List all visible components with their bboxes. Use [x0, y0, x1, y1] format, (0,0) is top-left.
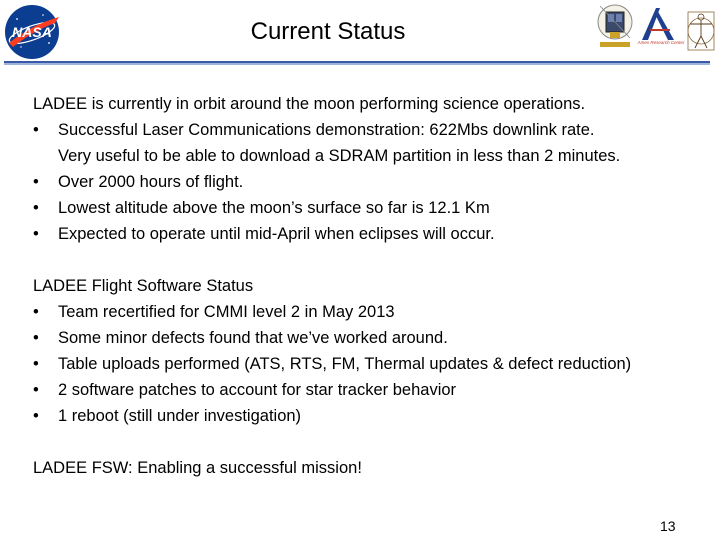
bullet-icon: • — [33, 407, 39, 425]
vitruvian-figure-logo — [686, 4, 716, 54]
bullet-icon: • — [33, 173, 39, 191]
bullet-icon: • — [33, 355, 39, 373]
page-number: 13 — [660, 518, 676, 534]
fsw-status-section — [33, 273, 703, 429]
ladee-spacecraft-logo — [596, 2, 634, 50]
list-item: • Some minor defects found that we’ve worked around. — [33, 325, 703, 351]
list-item: • 2 software patches to account for star tracker behavior — [33, 377, 703, 403]
slide-title: Current Status — [250, 18, 406, 45]
orbit-status-section — [33, 91, 703, 247]
bullet-list — [33, 117, 703, 247]
section-lead: LADEE is currently in orbit around the moon performing science operations. — [33, 95, 586, 113]
bullet-icon: • — [33, 199, 39, 217]
list-item: • 1 reboot (still under investigation) — [33, 403, 703, 429]
list-item: • Successful Laser Communications demonstration: 622Mbs downlink rate. — [33, 117, 703, 143]
slide-header — [0, 0, 720, 80]
ames-logo-tagline: Ames Research Center — [637, 40, 685, 45]
list-item-continuation: Very useful to be able to download a SDRAM partition in less than 2 minutes. — [58, 147, 621, 165]
header-divider — [4, 61, 710, 65]
bullet-icon: • — [33, 303, 39, 321]
list-item: • Lowest altitude above the moon’s surface so far is 12.1 Km — [33, 195, 703, 221]
list-item: • Table uploads performed (ATS, RTS, FM, Thermal updates & defect reduction) — [33, 351, 703, 377]
list-item: • Over 2000 hours of flight. — [33, 169, 703, 195]
closing-statement: LADEE FSW: Enabling a successful mission! — [33, 459, 362, 477]
bullet-list — [33, 299, 703, 429]
list-item: • Team recertified for CMMI level 2 in May 2013 — [33, 299, 703, 325]
list-item: • Expected to operate until mid-April when eclipses will occur. — [33, 221, 703, 247]
bullet-icon: • — [33, 381, 39, 399]
svg-text:NASA: NASA — [12, 24, 52, 40]
bullet-icon: • — [33, 225, 39, 243]
slide-body — [33, 91, 703, 481]
bullet-icon: • — [33, 121, 39, 139]
section-lead: LADEE Flight Software Status — [33, 277, 254, 295]
nasa-meatball-logo — [3, 3, 61, 61]
bullet-icon: • — [33, 329, 39, 347]
